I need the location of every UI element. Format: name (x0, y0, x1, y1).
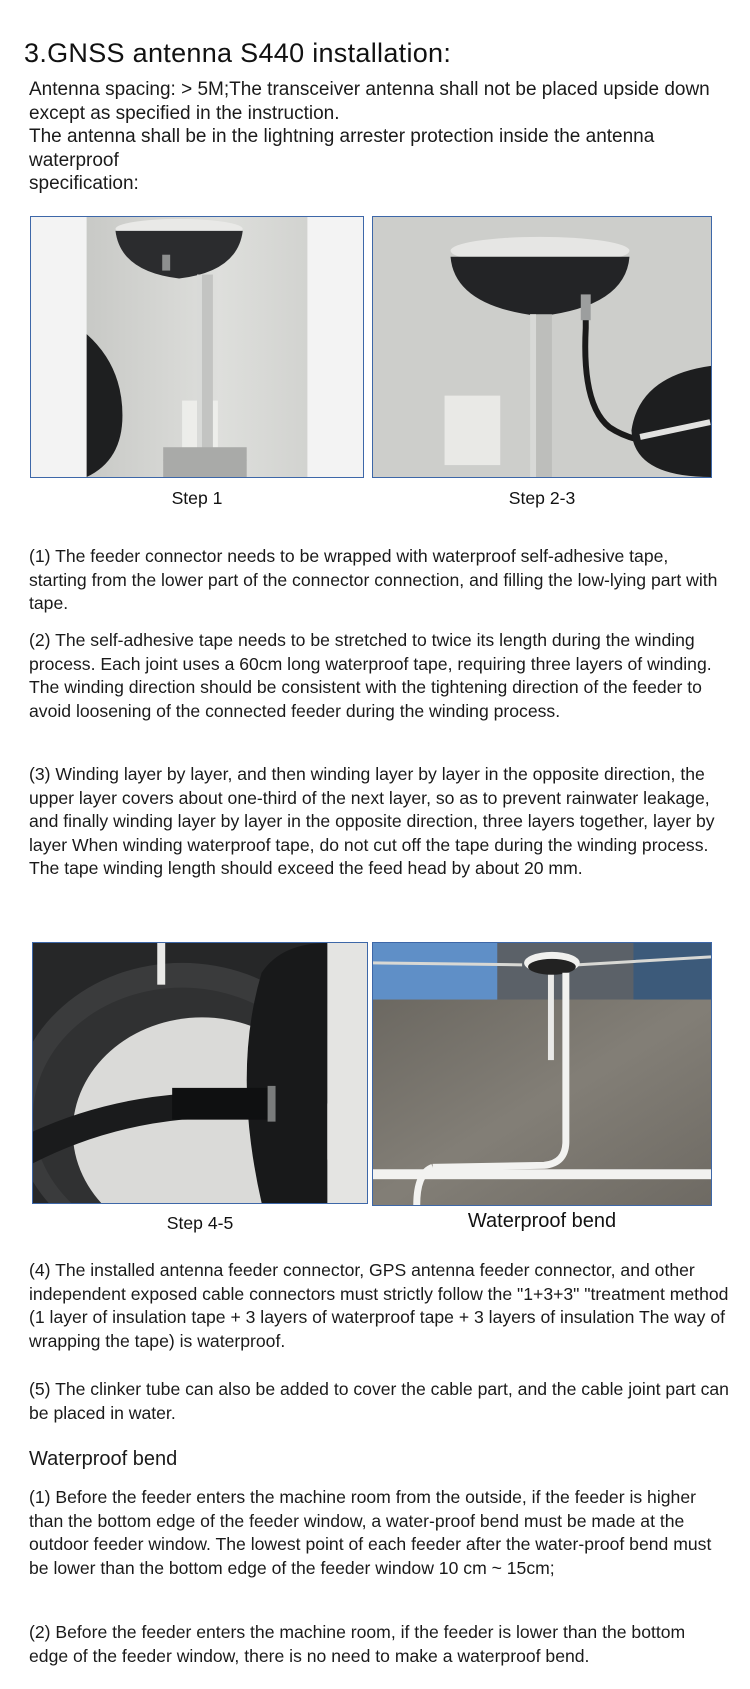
waterproof-bend-heading: Waterproof bend (29, 1448, 178, 1470)
intro-line: Antenna spacing: > 5M;The transceiver antenna shall not be placed upside down except as specified in the instruction. (29, 79, 710, 124)
step-paragraph: (5) The clinker tube can also be added to cover the cable part, and the cable joint part can be placed in water. (29, 1379, 729, 1423)
antenna-cable-illustration (373, 217, 711, 477)
antenna-pole-illustration (31, 217, 363, 477)
intro-line: The antenna shall be in the lightning arrester protection inside the antenna waterproof (29, 126, 655, 171)
taped-connector-illustration (33, 943, 367, 1203)
rooftop-bend-illustration (373, 943, 711, 1205)
photo-waterproof-bend (372, 942, 712, 1206)
caption-waterproof-bend: Waterproof bend (467, 1210, 617, 1232)
step-paragraph: (2) The self-adhesive tape needs to be stretched to twice its length during the winding process. Each joint uses a 60cm long waterproof tape, requiring three layers of winding. The winding direction should be consistent with the tightening direction of the feeder to avoid loosening of the connected feeder during the winding process. (29, 630, 712, 721)
intro-text (29, 78, 729, 196)
photo-step-2-3 (372, 216, 712, 478)
photo-step-4-5 (32, 942, 368, 1204)
waterproof-paragraph: (1) Before the feeder enters the machine room from the outside, if the feeder is higher than the bottom edge of the feeder window, a water-proof bend must be made at the outdoor feeder window. The lowest point of each feeder after the water-proof bend must be lower than the bottom edge of the feeder window 10 cm ~ 15cm; (29, 1487, 712, 1578)
caption-step-1: Step 1 (171, 488, 223, 508)
photo-step-1 (30, 216, 364, 478)
step-paragraph: (1) The feeder connector needs to be wrapped with waterproof self-adhesive tape, starting from the lower part of the connector connection, and filling the low-lying part with tape. (29, 546, 718, 613)
caption-step-2-3: Step 2-3 (508, 488, 576, 508)
intro-line: specification: (29, 173, 139, 194)
page-title: 3.GNSS antenna S440 installation: (24, 38, 452, 68)
waterproof-paragraph: (2) Before the feeder enters the machine room, if the feeder is lower than the bottom edge of the feeder window, there is no need to make a waterproof bend. (29, 1622, 686, 1666)
step-paragraph: (3) Winding layer by layer, and then winding layer by layer in the opposite direction, the upper layer covers about one-third of the next layer, so as to prevent rainwater leakage, and finally winding layer by layer in the opposite direction, three layers together, layer by layer When winding waterproof tape, do not cut off the tape during the winding process. The tape winding length should exceed the feed head by about 20 mm. (29, 764, 715, 878)
caption-step-4-5: Step 4-5 (166, 1213, 234, 1233)
step-paragraph: (4) The installed antenna feeder connector, GPS antenna feeder connector, and other independent exposed cable connectors must strictly follow the "1+3+3" "treatment method (1 layer of insulation tape + 3 layers of waterproof tape + 3 layers of insulation The way of wrapping the tape) is waterproof. (29, 1260, 729, 1351)
